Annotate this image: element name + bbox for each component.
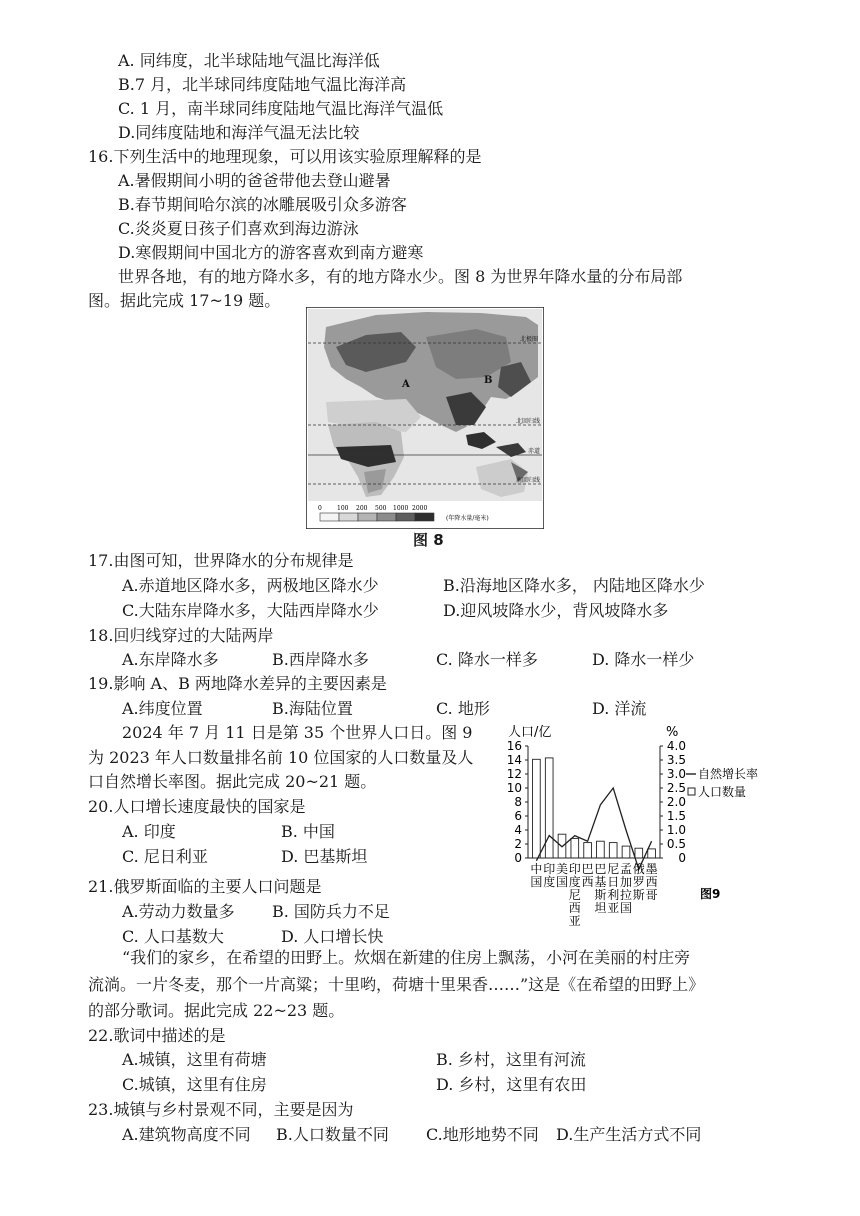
equator-label: 赤道 bbox=[528, 448, 541, 455]
x-category-label: 基 bbox=[594, 875, 607, 889]
q19-option-c: C. 地形 bbox=[436, 699, 490, 718]
arctic-circle-label: 北极圈 bbox=[520, 336, 539, 343]
q21-option-c: C. 人口基数大 bbox=[122, 927, 224, 946]
population-bar bbox=[584, 843, 592, 858]
song-intro-line1: “我们的家乡，在希望的田野上。炊烟在新建的住房上飘荡，小河在美丽的村庄旁 bbox=[122, 948, 691, 967]
q15-option-a: A. 同纬度，北半球陆地气温比海洋低 bbox=[118, 51, 380, 70]
q17-option-a: A.赤道地区降水多，两极地区降水少 bbox=[122, 576, 379, 595]
q23-option-d: D.生产生活方式不同 bbox=[556, 1125, 702, 1144]
q19-option-d: D. 洋流 bbox=[592, 699, 647, 718]
y-left-tick-label: 10 bbox=[506, 781, 522, 795]
legend-tick-100: 100 bbox=[337, 505, 349, 512]
y-right-tick-label: 3.5 bbox=[666, 753, 686, 767]
intro-20-21-line2: 为 2023 年人口数量排名前 10 位国家的人口数量及人 bbox=[88, 748, 474, 767]
q21-option-a: A.劳动力数量多 bbox=[122, 902, 235, 921]
x-category-label: 墨 bbox=[645, 862, 658, 876]
chart-legend bbox=[686, 766, 758, 799]
x-category-label: 西 bbox=[645, 875, 658, 889]
q16-stem: 16.下列生活中的地理现象，可以用该实验原理解释的是 bbox=[88, 147, 482, 166]
q18-option-c: C. 降水一样多 bbox=[436, 650, 538, 669]
q17-option-d: D.迎风坡降水少，背风坡降水多 bbox=[443, 601, 669, 620]
point-a-label: A bbox=[402, 379, 410, 390]
x-category-label: 利 bbox=[607, 888, 620, 902]
y-right-axis-label: % bbox=[666, 725, 679, 740]
y-left-tick-label: 2 bbox=[514, 837, 522, 851]
x-category-label: 罗 bbox=[632, 875, 645, 889]
x-category-label: 斯 bbox=[594, 888, 607, 902]
intro-20-21-line1: 2024 年 7 月 11 日是第 35 个世界人口日。图 9 bbox=[122, 723, 473, 742]
x-category-label: 度 bbox=[543, 875, 556, 889]
q18-option-a: A.东岸降水多 bbox=[122, 650, 219, 669]
precipitation-map bbox=[306, 307, 544, 529]
x-category-label: 亚 bbox=[568, 914, 581, 928]
x-category-label: 拉 bbox=[619, 888, 633, 902]
q23-option-b: B.人口数量不同 bbox=[276, 1125, 389, 1144]
x-category-label: 加 bbox=[619, 875, 633, 889]
figure-9-caption: 图9 bbox=[700, 887, 721, 901]
q21-option-b: B. 国防兵力不足 bbox=[272, 902, 390, 921]
y-left-tick-label: 14 bbox=[506, 753, 522, 767]
q22-stem: 22.歌词中描述的是 bbox=[88, 1026, 226, 1045]
legend-swatch-2 bbox=[358, 513, 377, 521]
population-bar bbox=[571, 838, 579, 858]
x-category-label: 坦 bbox=[594, 901, 607, 915]
y-left-axis-label: 人口/亿 bbox=[508, 725, 552, 740]
q16-option-a: A.暑假期间小明的爸爸带他去登山避暑 bbox=[118, 171, 391, 190]
q16-option-c: C.炎炎夏日孩子们喜欢到海边游泳 bbox=[118, 219, 359, 238]
x-category-label: 亚 bbox=[607, 901, 620, 915]
x-category-label: 日 bbox=[607, 875, 620, 889]
q22-option-d: D. 乡村，这里有农田 bbox=[436, 1075, 587, 1094]
population-bar bbox=[545, 758, 553, 858]
x-category-label: 度 bbox=[568, 875, 581, 889]
legend-swatch-4 bbox=[396, 513, 415, 521]
legend-tick-200: 200 bbox=[356, 505, 368, 512]
q17-option-c: C.大陆东岸降水多，大陆西岸降水少 bbox=[122, 601, 379, 620]
q19-option-b: B.海陆位置 bbox=[272, 699, 353, 718]
population-bar bbox=[648, 849, 656, 858]
x-category-label: 巴 bbox=[581, 862, 594, 876]
tropic-north-label: 北回归线 bbox=[516, 418, 541, 425]
song-intro-line3: 的部分歌词。据此完成 22~23 题。 bbox=[88, 1001, 345, 1020]
q16-option-d: D.寒假期间中国北方的游客喜欢到南方避寒 bbox=[118, 243, 424, 262]
legend-swatch-0 bbox=[320, 513, 339, 521]
y-left-tick-label: 0 bbox=[514, 851, 522, 865]
y-right-tick-label: 2.0 bbox=[666, 795, 686, 809]
legend-tick-2000: 2000 bbox=[412, 505, 428, 512]
x-category-label: 孟 bbox=[619, 862, 633, 876]
q22-option-a: A.城镇，这里有荷塘 bbox=[122, 1050, 267, 1069]
point-b-label: B bbox=[484, 375, 493, 386]
x-category-label: 中 bbox=[530, 862, 543, 876]
q20-option-a: A. 印度 bbox=[122, 822, 176, 841]
y-right-tick-label: 1.0 bbox=[666, 823, 686, 837]
population-bar bbox=[622, 846, 630, 858]
q17-option-b: B.沿海地区降水多， 内陆地区降水少 bbox=[443, 576, 705, 595]
population-bar bbox=[533, 759, 541, 858]
x-category-label: 国 bbox=[555, 875, 569, 889]
q23-option-a: A.建筑物高度不同 bbox=[122, 1125, 251, 1144]
legend-tick-0: 0 bbox=[318, 505, 322, 512]
q19-option-a: A.纬度位置 bbox=[122, 699, 203, 718]
q19-stem: 19.影响 A、B 两地降水差异的主要因素是 bbox=[88, 674, 387, 693]
q23-option-c: C.地形地势不同 bbox=[426, 1125, 539, 1144]
x-category-label: 印 bbox=[543, 862, 556, 876]
q17-stem: 17.由图可知，世界降水的分布规律是 bbox=[88, 551, 354, 570]
intro-17-19-line2: 图。据此完成 17~19 题。 bbox=[88, 291, 281, 310]
q20-option-d: D. 巴基斯坦 bbox=[281, 847, 368, 866]
x-category-label: 哥 bbox=[645, 888, 658, 902]
x-category-label: 美 bbox=[555, 862, 569, 876]
q15-option-d: D.同纬度陆地和海洋气温无法比较 bbox=[118, 123, 360, 142]
legend-unit: (年降水量/毫米) bbox=[446, 515, 489, 522]
x-category-label: 尼 bbox=[568, 888, 581, 902]
q18-stem: 18.回归线穿过的大陆两岸 bbox=[88, 626, 274, 645]
intro-17-19-line1: 世界各地，有的地方降水多，有的地方降水少。图 8 为世界年降水量的分布局部 bbox=[118, 267, 683, 286]
figure-8-caption: 图 8 bbox=[413, 531, 444, 549]
q16-option-b: B.春节期间哈尔滨的冰雕展吸引众多游客 bbox=[118, 195, 407, 214]
x-category-label: 巴 bbox=[594, 862, 607, 876]
population-bar bbox=[635, 848, 643, 858]
x-category-label: 尼 bbox=[607, 862, 620, 876]
legend-bar-swatch bbox=[688, 788, 695, 795]
x-category-label: 印 bbox=[568, 862, 581, 876]
y-left-tick-label: 4 bbox=[514, 823, 522, 837]
population-chart bbox=[500, 722, 800, 952]
x-category-label: 西 bbox=[581, 875, 594, 889]
tropic-south-label: 南回归线 bbox=[516, 477, 541, 484]
y-right-tick-label: 1.5 bbox=[666, 809, 686, 823]
q21-option-d: D. 人口增长快 bbox=[281, 927, 384, 946]
x-category-label: 斯 bbox=[632, 888, 645, 902]
x-category-label: 俄 bbox=[632, 862, 645, 876]
y-left-tick-label: 8 bbox=[514, 795, 522, 809]
y-right-tick-label: 3.0 bbox=[666, 767, 686, 781]
q22-option-b: B. 乡村，这里有河流 bbox=[436, 1050, 586, 1069]
y-right-tick-label: 0 bbox=[678, 851, 686, 865]
q20-stem: 20.人口增长速度最快的国家是 bbox=[88, 797, 306, 816]
q18-option-d: D. 降水一样少 bbox=[592, 650, 695, 669]
legend-swatch-5 bbox=[415, 513, 434, 521]
q21-stem: 21.俄罗斯面临的主要人口问题是 bbox=[88, 877, 322, 896]
q20-option-c: C. 尼日利亚 bbox=[122, 847, 208, 866]
legend-swatch-3 bbox=[377, 513, 396, 521]
q22-option-c: C.城镇，这里有住房 bbox=[122, 1075, 267, 1094]
y-right-tick-label: 0.5 bbox=[666, 837, 686, 851]
q20-option-b: B. 中国 bbox=[281, 822, 335, 841]
q15-option-b: B.7 月，北半球同纬度陆地气温比海洋高 bbox=[118, 75, 407, 94]
x-category-label: 国 bbox=[619, 901, 633, 915]
y-right-tick-label: 4.0 bbox=[666, 739, 686, 753]
legend-population: 人口数量 bbox=[698, 785, 747, 799]
population-bar bbox=[609, 843, 617, 858]
legend-swatch-1 bbox=[339, 513, 358, 521]
x-category-label: 国 bbox=[530, 875, 543, 889]
y-left-tick-label: 12 bbox=[506, 767, 522, 781]
population-bar bbox=[597, 841, 605, 858]
q23-stem: 23.城镇与乡村景观不同，主要是因为 bbox=[88, 1100, 354, 1119]
x-category-label: 西 bbox=[568, 901, 581, 915]
q18-option-b: B.西岸降水多 bbox=[272, 650, 369, 669]
legend-tick-500: 500 bbox=[375, 505, 387, 512]
song-intro-line2: 流淌。一片冬麦，那个一片高粱；十里哟，荷塘十里果香……”这是《在希望的田野上》 bbox=[88, 975, 705, 994]
natural-growth-rate-line bbox=[536, 788, 651, 869]
y-left-tick-label: 6 bbox=[514, 809, 522, 823]
y-left-tick-label: 16 bbox=[506, 739, 522, 753]
y-right-tick-label: 2.5 bbox=[666, 781, 686, 795]
q15-option-c: C. 1 月，南半球同纬度陆地气温比海洋气温低 bbox=[118, 99, 444, 118]
legend-tick-1000: 1000 bbox=[393, 505, 409, 512]
intro-20-21-line3: 口自然增长率图。据此完成 20~21 题。 bbox=[88, 772, 377, 791]
legend-growth-rate: 自然增长率 bbox=[698, 767, 759, 781]
